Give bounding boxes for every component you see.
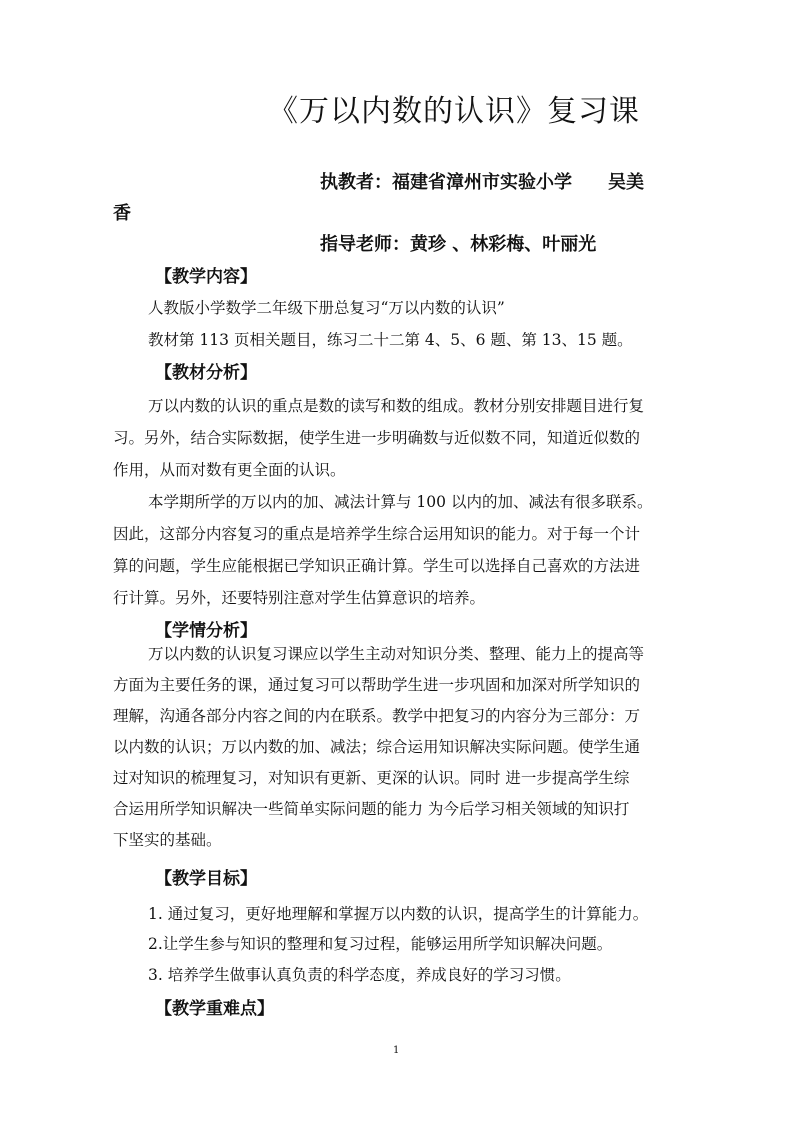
page-number: 1: [393, 1045, 400, 1056]
paragraph-line: 因此，这部分内容复习的重点是培养学生综合运用知识的能力。对于每一个计: [113, 525, 641, 543]
paragraph-line: 合运用所学知识解决一些简单实际问题的能力 为今后学习相关领域的知识打: [113, 800, 630, 818]
paragraph-line: 过对知识的梳理复习，对知识有更新、更深的认识。同时 进一步提高学生综: [113, 769, 630, 787]
paragraph-line: 万以内数的认识复习课应以学生主动对知识分类、整理、能力上的提高等: [148, 645, 645, 663]
paragraph-line: 行计算。另外，还要特别注意对学生估算意识的培养。: [113, 589, 486, 607]
goal-item: 3. 培养学生做事认真负责的科学态度，养成良好的学习习惯。: [148, 966, 571, 984]
paragraph-line: 本学期所学的万以内的加、减法计算与 100 以内的加、减法有很多联系。: [148, 493, 653, 511]
paragraph-line: 万以内数的认识的重点是数的读写和数的组成。教材分别安排题目进行复: [148, 397, 645, 415]
paragraph-line: 方面为主要任务的课，通过复习可以帮助学生进一步巩固和加深对所学知识的: [113, 676, 641, 694]
advisor-line: 指导老师：黄珍 、林彩梅、叶丽光: [320, 234, 597, 255]
author-name-part2: 香: [113, 203, 131, 224]
section-heading-students: 【学情分析】: [155, 621, 257, 641]
paragraph-line: 下坚实的基础。: [113, 831, 222, 849]
section-heading-goals: 【教学目标】: [155, 869, 257, 889]
section-heading-content: 【教学内容】: [155, 267, 257, 287]
paragraph-line: 习。另外，结合实际数据，使学生进一步明确数与近似数不同，知道近似数的: [113, 429, 641, 447]
paragraph-line: 教材第 113 页相关题目，练习二十二第 4、5、6 题、第 13、15 题。: [148, 331, 633, 349]
paragraph-line: 算的问题，学生应能根据已学知识正确计算。学生可以选择自己喜欢的方法进: [113, 557, 641, 575]
section-heading-keypoints: 【教学重难点】: [155, 999, 274, 1019]
section-heading-analysis: 【教材分析】: [155, 363, 257, 383]
paragraph-line: 以内数的认识；万以内数的加、减法；综合运用知识解决实际问题。使学生通: [113, 738, 641, 756]
paragraph-line: 作用，从而对数有更全面的认识。: [113, 461, 346, 479]
author-label: 执教者：福建省漳州市实验小学: [320, 172, 572, 193]
paragraph-line: 理解，沟通各部分内容之间的内在联系。教学中把复习的内容分为三部分：万: [113, 707, 641, 725]
goal-item: 2.让学生参与知识的整理和复习过程，能够运用所学知识解决问题。: [148, 935, 613, 953]
paragraph-line: 人教版小学数学二年级下册总复习“万以内数的认识”: [148, 299, 505, 317]
author-name-part1: 吴美: [608, 172, 644, 193]
goal-item: 1. 通过复习，更好地理解和掌握万以内数的认识，提高学生的计算能力。: [148, 905, 649, 923]
author-line: [320, 168, 644, 194]
document-title: 《万以内数的认识》复习课: [268, 94, 640, 129]
